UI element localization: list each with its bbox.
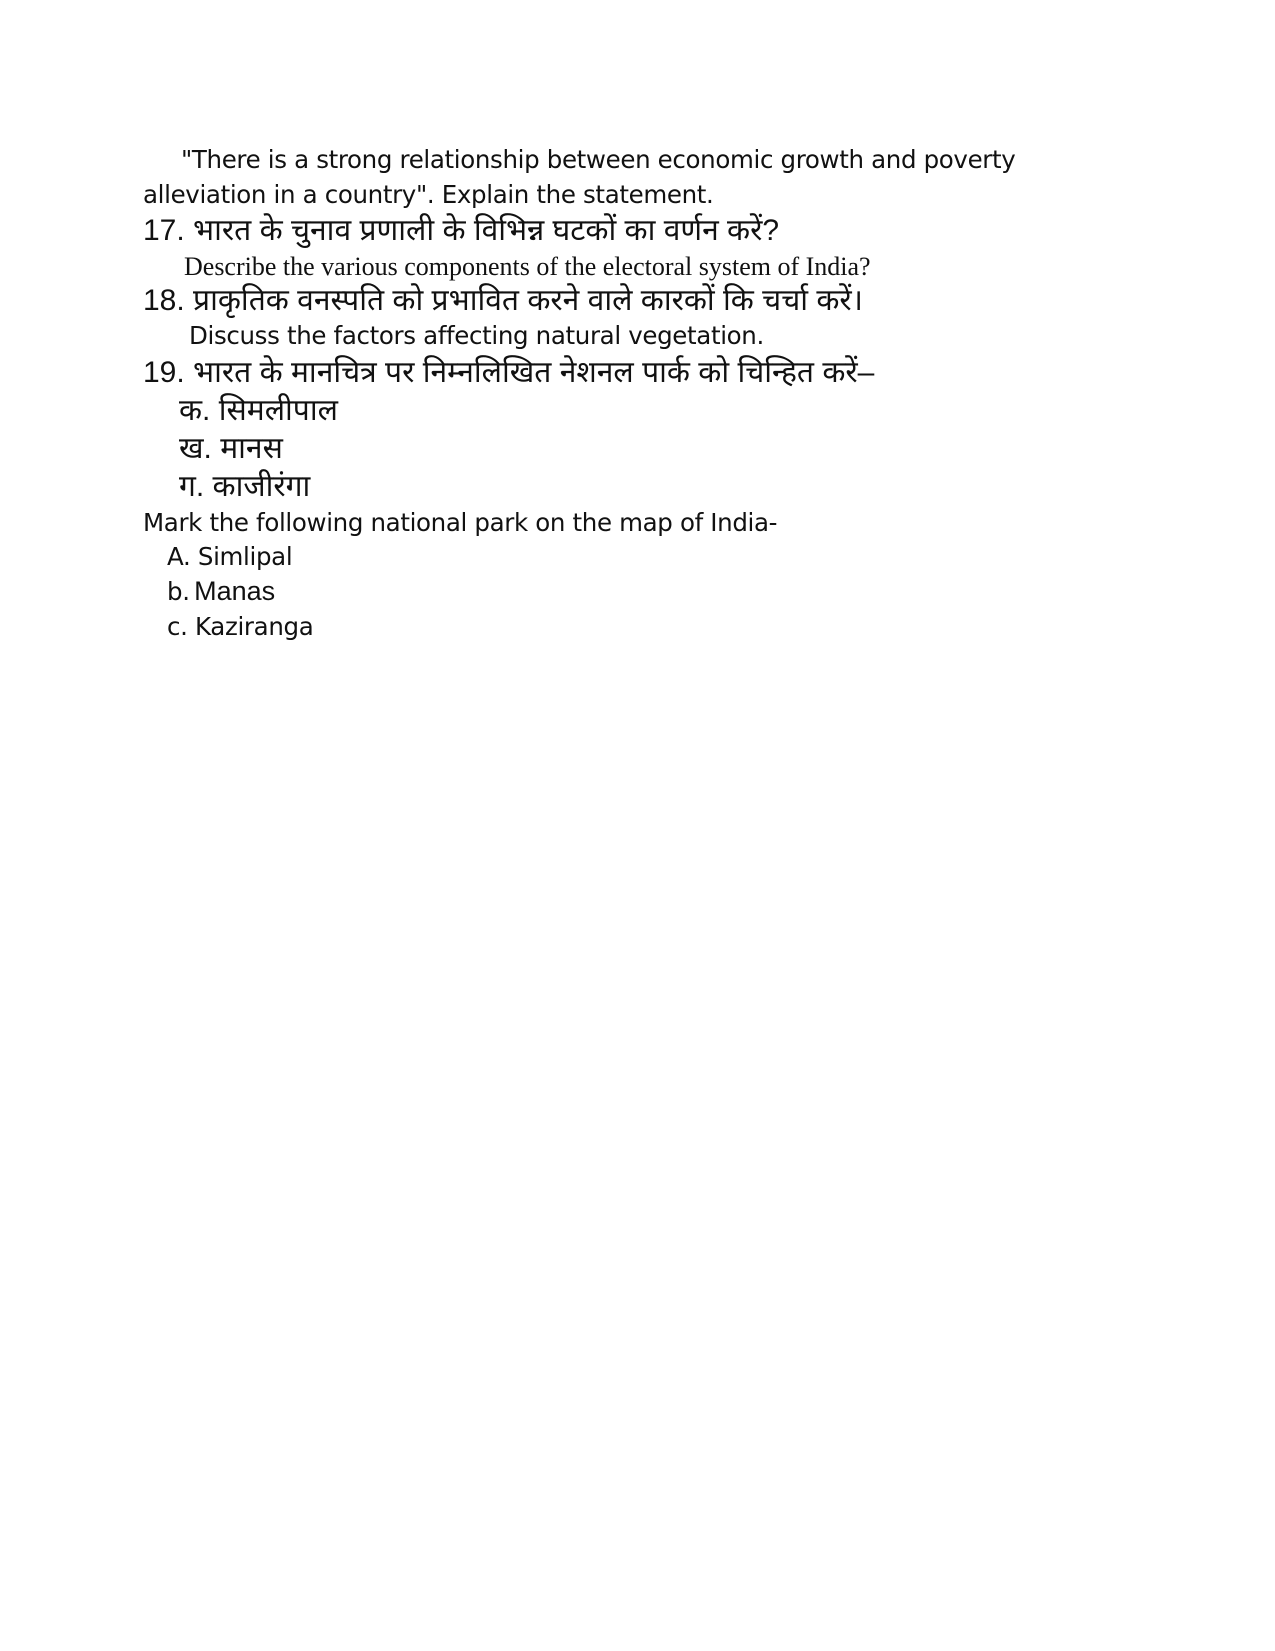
q19-english-option-c [167, 612, 314, 641]
q19-english-option-a [167, 542, 293, 571]
q18-hindi: 18. प्राकृतिक वनस्पति को प्रभावित करने वाले कारकों कि चर्चा करें। [143, 284, 864, 317]
q18-english: Discuss the factors affecting natural vegetation. [189, 321, 764, 350]
option-marker: b. [167, 577, 190, 606]
option-marker: c. [167, 612, 188, 641]
q19-hindi-option-b: ख. मानस [179, 432, 283, 465]
option-marker: A. [167, 542, 191, 571]
q16-line2: alleviation in a country". Explain the statement. [143, 180, 714, 209]
q17-english: Describe the various components of the electoral system of India? [184, 252, 871, 281]
q16-line1: "There is a strong relationship between economic growth and poverty [181, 145, 1016, 174]
q19-english-option-b [167, 578, 275, 605]
q17-hindi: 17. भारत के चुनाव प्रणाली के विभिन्न घटकों का वर्णन करें? [143, 214, 780, 247]
option-name: Kaziranga [195, 612, 314, 641]
q19-english: Mark the following national park on the map of India- [143, 508, 778, 537]
q19-hindi-option-a: क. सिमलीपाल [179, 394, 338, 427]
option-name: Simlipal [197, 542, 293, 571]
option-name: Manas [194, 576, 276, 606]
q19-hindi: 19. भारत के मानचित्र पर निम्नलिखित नेशनल पार्क को चिन्हित करें– [143, 356, 875, 389]
q19-hindi-option-c: ग. काजीरंगा [179, 470, 311, 503]
